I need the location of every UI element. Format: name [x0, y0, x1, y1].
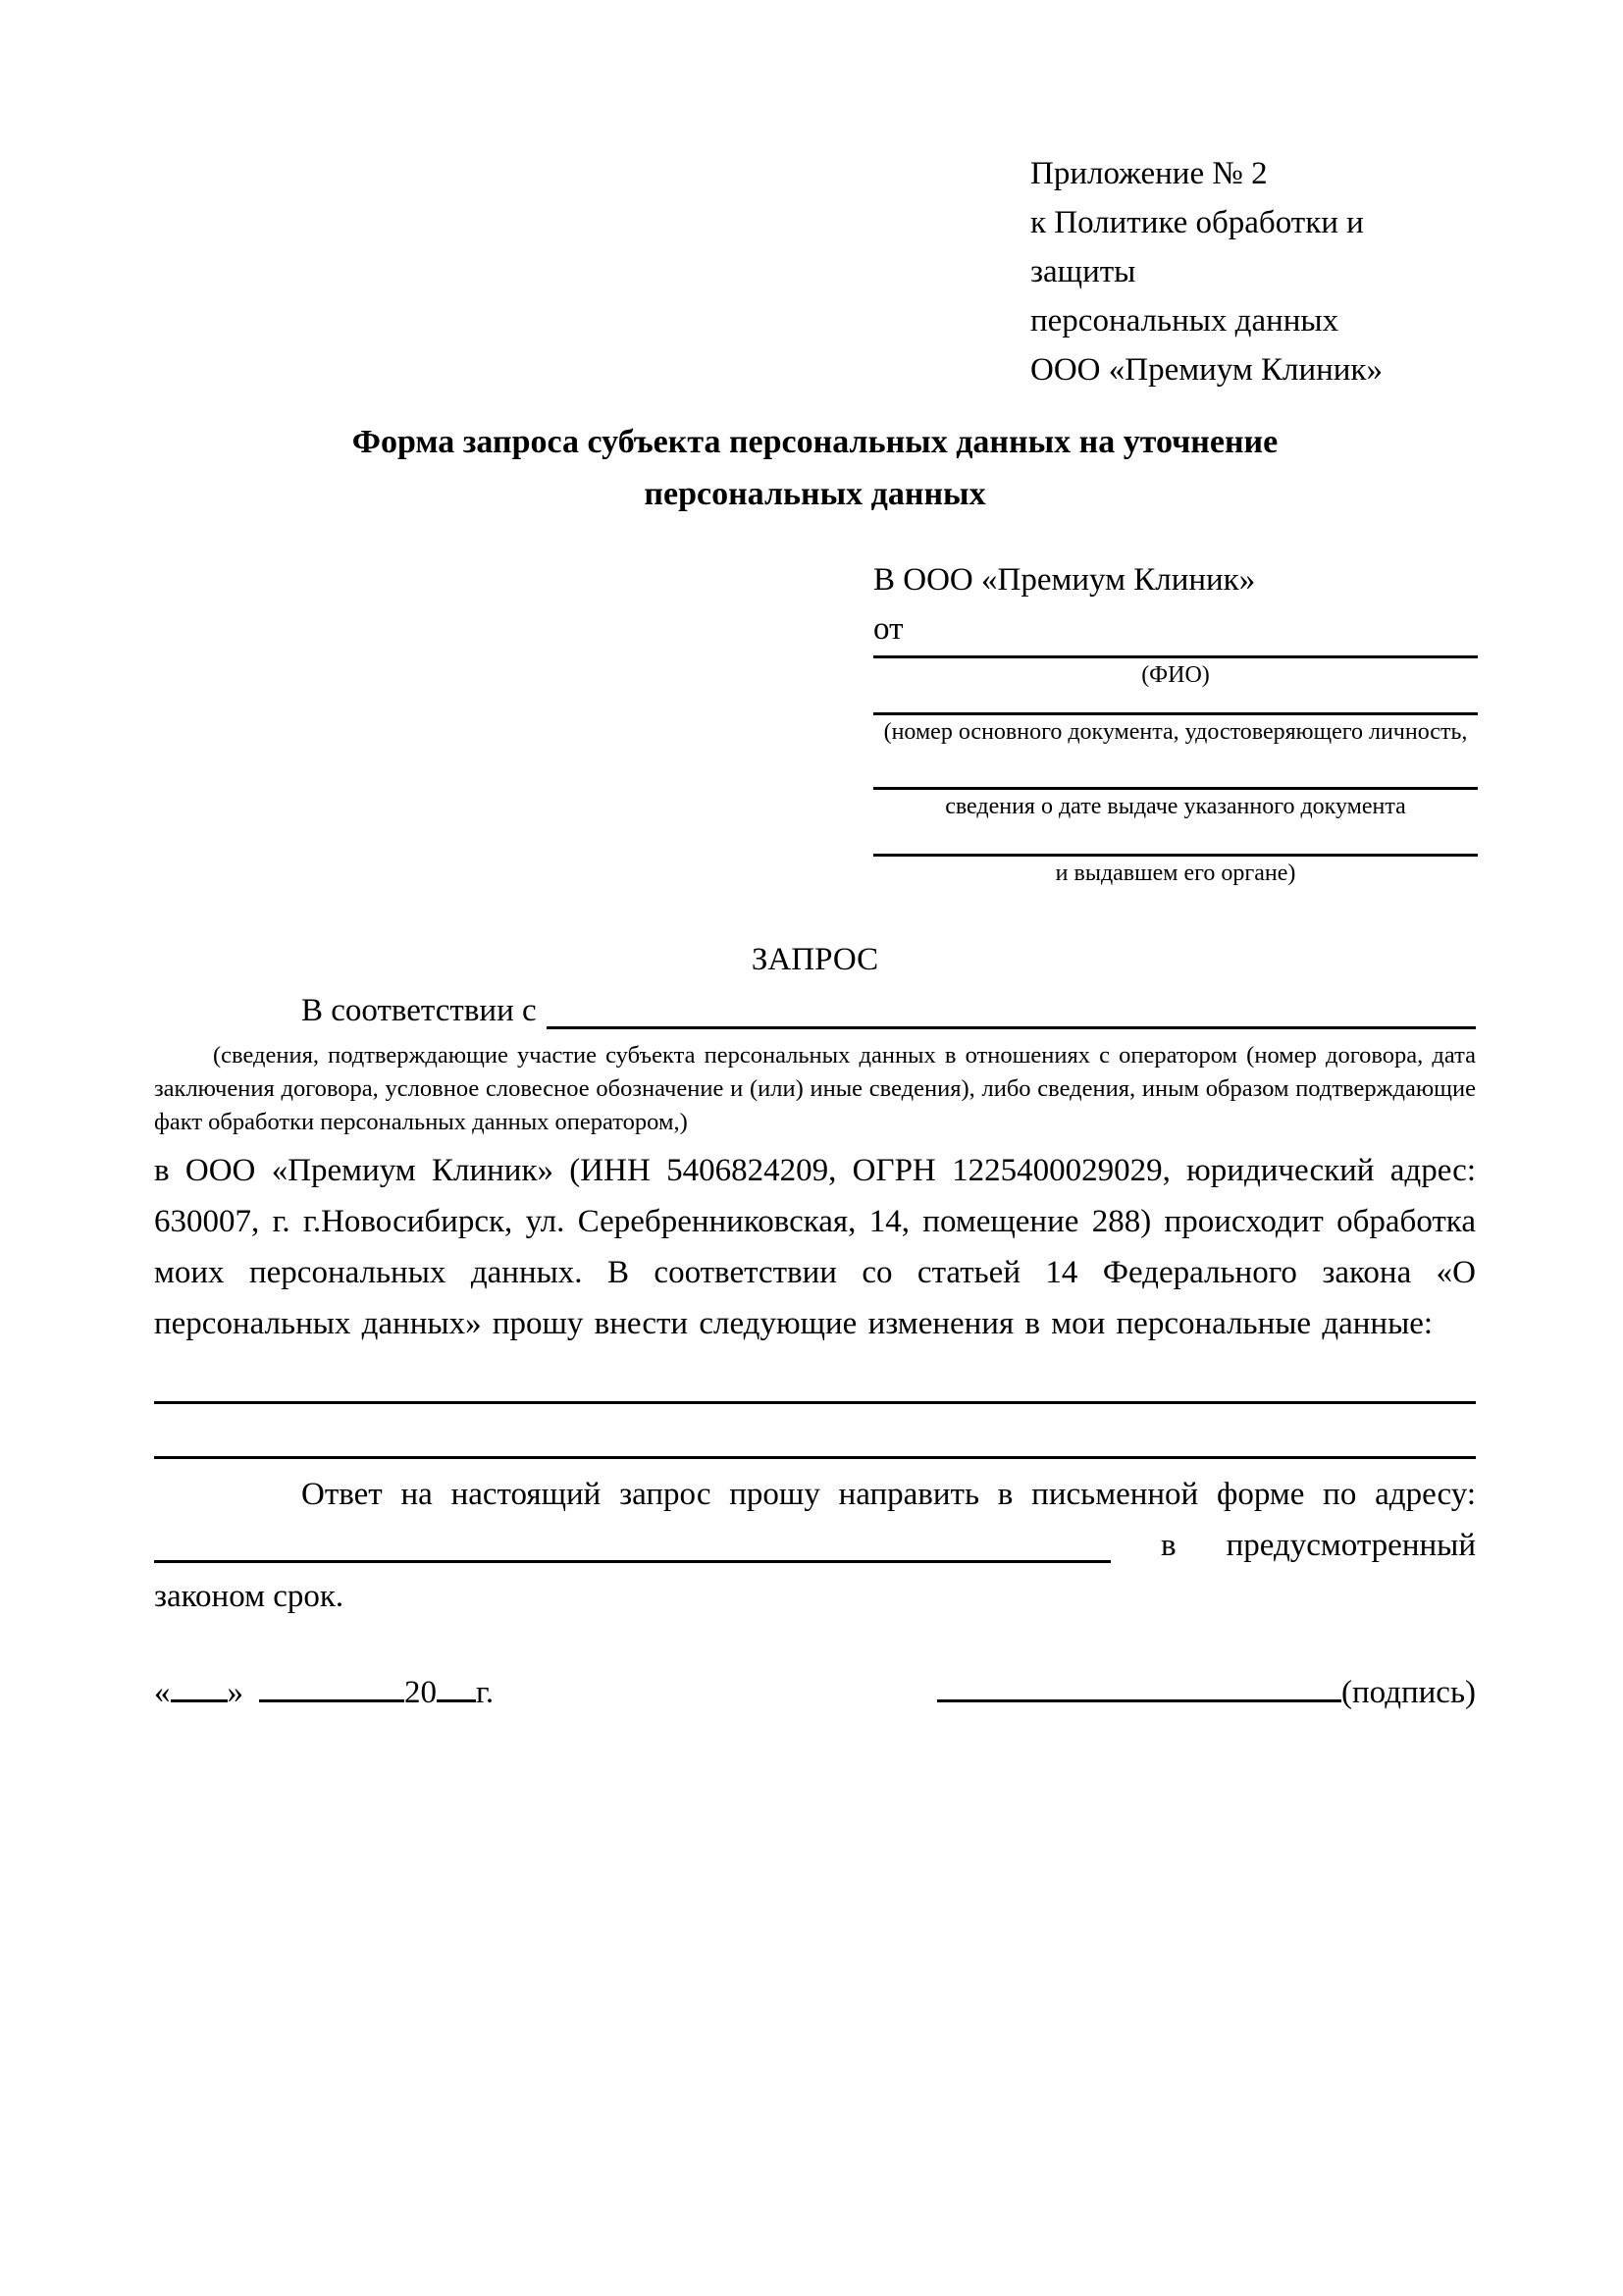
blank-line-issue-date [873, 747, 1478, 790]
blank-line-issuing-authority [873, 821, 1478, 857]
answer-paragraph-line: Ответ на настоящий запрос прошу направить в письменной форме по адресу: [301, 1477, 1476, 1512]
according-blank-line [547, 1026, 1476, 1029]
address-blank-line [154, 1560, 1111, 1563]
addressee-to: В ООО «Премиум Клиник» [873, 562, 1256, 598]
addressee-block [873, 555, 1478, 888]
year-prefix: 20 [404, 1675, 437, 1710]
according-row [154, 986, 1476, 1035]
appendix-note [1030, 149, 1476, 394]
form-title-line-2: персональных данных [644, 476, 986, 512]
signature-caption: (подпись) [1341, 1675, 1476, 1710]
small-print-note: (сведения, подтверждающие участие субъекта персональных данных в отношениях с оператором (номер договора, дата заключения договора, условное словесное обозначение и (или) иные сведения), либо сведения, иным образом подтверждающие факт обработки персональных данных оператором,) [154, 1042, 1476, 1135]
request-heading: ЗАПРОС [751, 942, 879, 977]
appendix-line: ООО «Премиум Клиник» [1030, 352, 1383, 388]
answer-tail: законом срок. [154, 1579, 344, 1614]
day-blank [171, 1669, 228, 1702]
form-title [154, 416, 1476, 520]
signature-field [937, 1667, 1476, 1718]
blank-line-document [873, 690, 1478, 715]
year-blank [437, 1669, 476, 1702]
according-label: В соответствии с [301, 993, 537, 1028]
date-field [154, 1667, 494, 1718]
blank-line-changes-1 [154, 1349, 1476, 1404]
body-paragraph: в ООО «Премиум Клиник» (ИНН 5406824209, ОГРН 1225400029029, юридический адрес: 630007, г. г.Новосибирск, ул. Серебренниковская, 14, помещение 288) происходит обработка моих персональных данных. В соответствии со статьей 14 Федерального закона «О персональных данных» прошу внести следующие изменения в мои персональные данные: [154, 1153, 1476, 1341]
signature-blank [937, 1669, 1341, 1702]
addressee-from: от [873, 611, 904, 647]
appendix-line: к Политике обработки и защиты [1030, 205, 1364, 289]
date-open-quote: « [154, 1675, 171, 1710]
year-suffix: г. [476, 1675, 495, 1710]
answer-address-row [154, 1520, 1476, 1571]
caption-fio: (ФИО) [1141, 662, 1210, 688]
answer-word-v: в [1161, 1528, 1177, 1563]
date-close-quote: » [227, 1675, 243, 1710]
month-blank [259, 1669, 404, 1702]
blank-line-changes-2 [154, 1404, 1476, 1459]
caption-document: (номер основного документа, удостоверяющего личность, [883, 719, 1468, 745]
form-title-line-1: Форма запроса субъекта персональных данных на уточнение [351, 424, 1279, 460]
caption-issuing-authority: и выдавшем его органе) [1055, 861, 1296, 886]
appendix-line: Приложение № 2 [1030, 156, 1268, 191]
date-signature-row [154, 1667, 1476, 1718]
appendix-line: персональных данных [1030, 303, 1339, 339]
answer-word-predusmotrenny: предусмотренный [1226, 1528, 1476, 1563]
caption-issue-date: сведения о дате выдаче указанного документа [945, 794, 1406, 819]
